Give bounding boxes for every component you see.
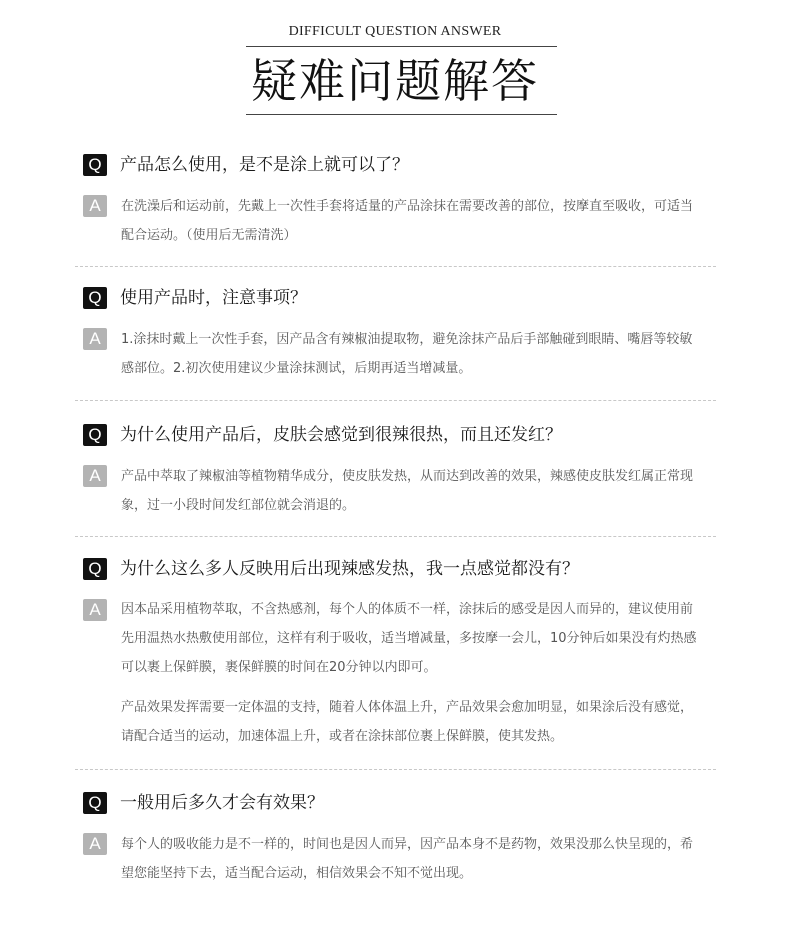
faq-question: 为什么使用产品后，皮肤会感觉到很辣很热，而且还发红？ <box>120 425 562 445</box>
faq-question: 使用产品时，注意事项？ <box>120 288 307 308</box>
header-rule-bottom <box>246 114 557 115</box>
faq-answer: 1.涂抹时戴上一次性手套，因产品含有辣椒油提取物，避免涂抹产品后手部触碰到眼睛、嘴唇等较敏感部位。2.初次使用建议少量涂抹测试，后期再适当增减量。 <box>121 332 693 376</box>
answer-badge: A <box>83 599 107 621</box>
answer-badge: A <box>83 465 107 487</box>
faq-divider <box>75 536 716 537</box>
question-badge: Q <box>83 287 107 309</box>
faq-question: 产品怎么使用，是不是涂上就可以了？ <box>120 155 409 175</box>
page-title: 疑难问题解答 <box>251 54 539 108</box>
page-subtitle: DIFFICULT QUESTION ANSWER <box>288 24 502 39</box>
header-rule-top <box>246 46 557 47</box>
faq-answer: 产品中萃取了辣椒油等植物精华成分，使皮肤发热，从而达到改善的效果，辣感使皮肤发红属正常现象，过一小段时间发红部位就会消退的。 <box>121 469 694 513</box>
faq-answer: 产品效果发挥需要一定体温的支持，随着人体体温上升，产品效果会愈加明显，如果涂后没有感觉，请配合适当的运动，加速体温上升，或者在涂抹部位裹上保鲜膜，使其发热。 <box>121 700 694 744</box>
question-badge: Q <box>83 792 107 814</box>
faq-question: 为什么这么多人反映用后出现辣感发热，我一点感觉都没有？ <box>120 559 579 579</box>
question-badge: Q <box>83 154 107 176</box>
faq-divider <box>75 400 716 401</box>
faq-divider <box>75 769 716 770</box>
faq-answer: 在洗澡后和运动前，先戴上一次性手套将适量的产品涂抹在需要改善的部位，按摩直至吸收，可适当配合运动。（使用后无需清洗） <box>121 199 694 243</box>
faq-question: 一般用后多久才会有效果？ <box>120 793 324 813</box>
faq-answer: 每个人的吸收能力是不一样的，时间也是因人而异，因产品本身不是药物，效果没那么快呈现的，希望您能坚持下去，适当配合运动，相信效果会不知不觉出现。 <box>121 837 694 881</box>
faq-answer: 因本品采用植物萃取，不含热感剂，每个人的体质不一样，涂抹后的感受是因人而异的，建议使用前先用温热水热敷使用部位，这样有利于吸收，适当增减量，多按摩一会儿，10分钟后如果没有灼热感可以裹上保鲜膜，裹保鲜膜的时间在20分钟以内即可。 <box>121 602 697 675</box>
answer-badge: A <box>83 195 107 217</box>
answer-badge: A <box>83 833 107 855</box>
faq-divider <box>75 266 716 267</box>
question-badge: Q <box>83 558 107 580</box>
answer-badge: A <box>83 328 107 350</box>
page-header <box>0 0 790 120</box>
question-badge: Q <box>83 424 107 446</box>
